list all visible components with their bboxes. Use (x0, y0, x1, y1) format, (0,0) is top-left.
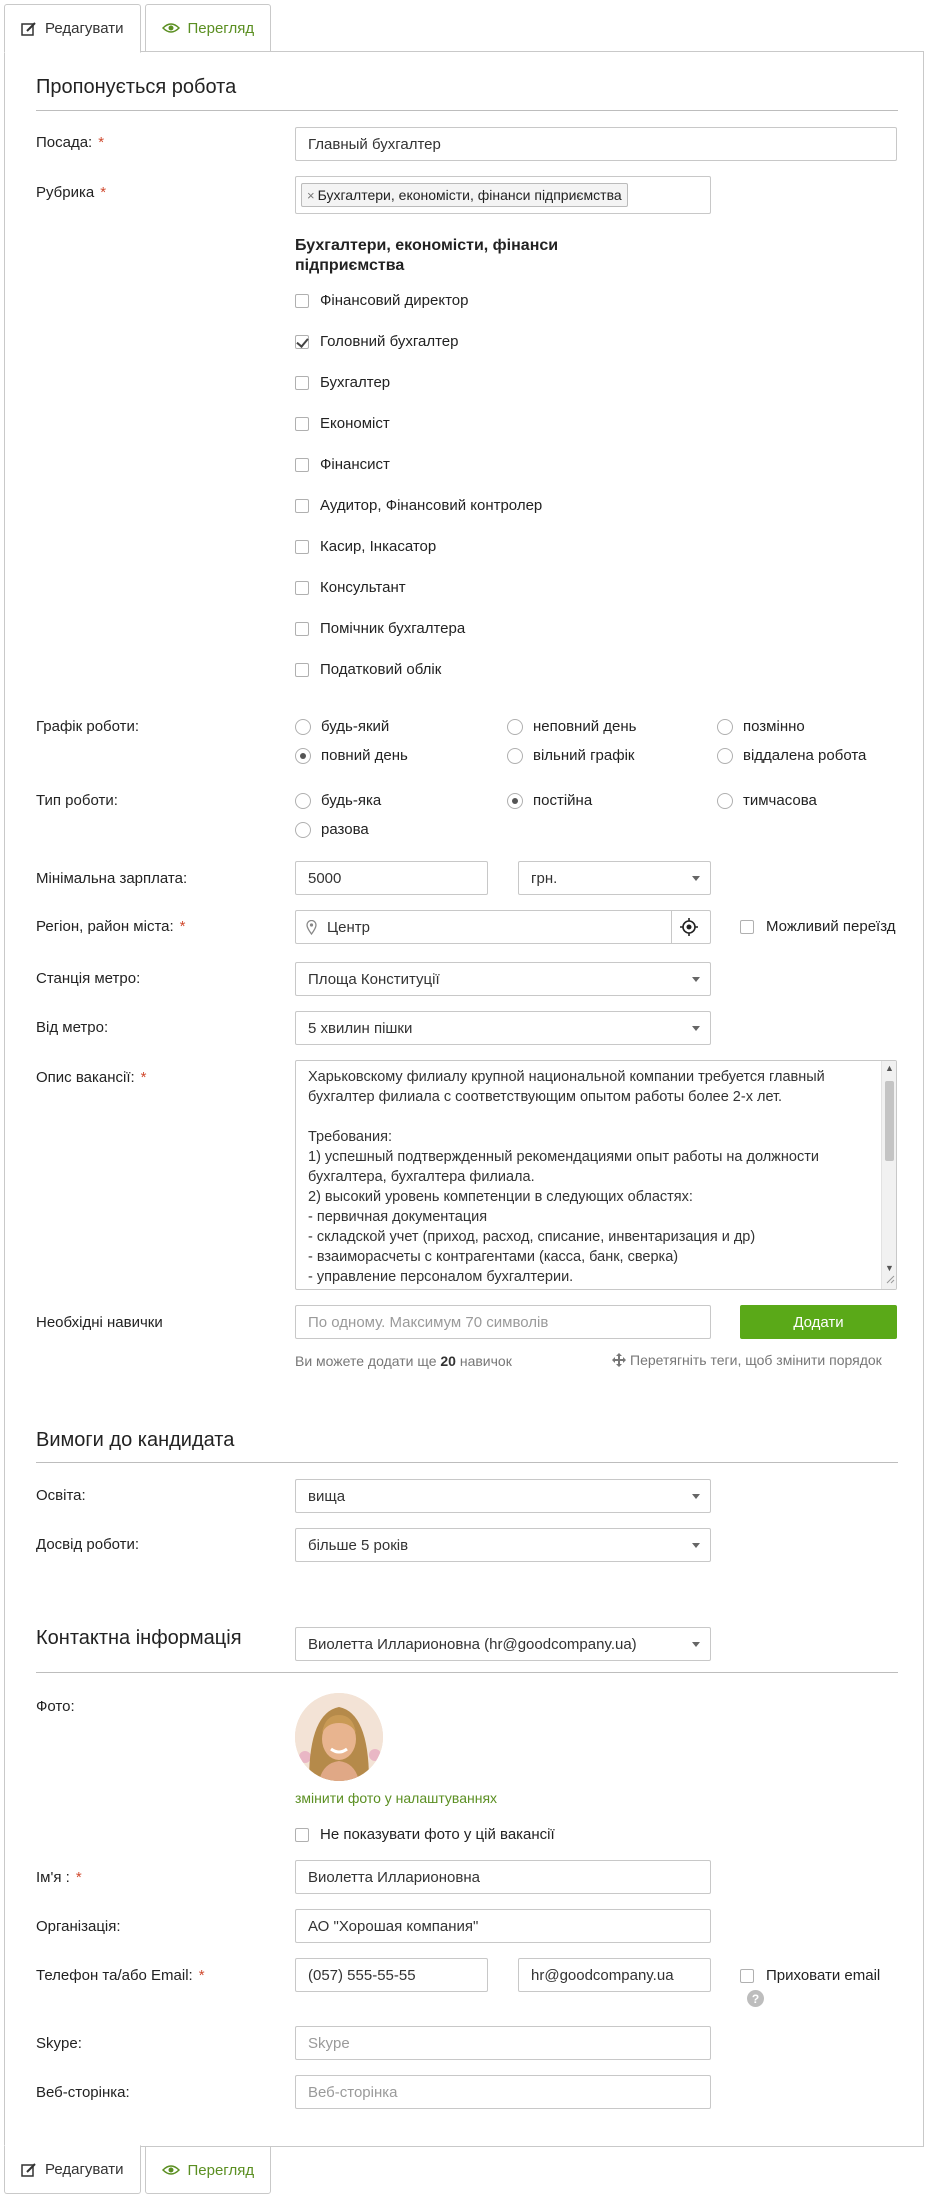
email-input[interactable]: hr@goodcompany.ua (518, 1958, 711, 1992)
metro-select[interactable]: Площа Конституції (295, 962, 711, 996)
section-title-contact: Контактна інформація (36, 1627, 242, 1649)
category-item[interactable]: Помічник бухгалтера (295, 620, 465, 637)
scrollbar[interactable] (881, 1061, 896, 1289)
rubric-input[interactable] (295, 176, 711, 214)
section-title-requirements: Вимоги до кандидата (36, 1429, 235, 1451)
scrollbar-thumb[interactable] (885, 1081, 894, 1161)
skype-label: Skype: (36, 2035, 82, 2052)
work-type-option[interactable]: разова (295, 821, 369, 838)
radio[interactable] (507, 719, 523, 735)
skype-input[interactable]: Skype (295, 2026, 711, 2060)
checkbox[interactable] (295, 417, 309, 431)
category-item[interactable]: Головний бухгалтер (295, 333, 458, 350)
hide-photo-checkbox[interactable]: Не показувати фото у цій вакансії (295, 1826, 555, 1843)
checkbox[interactable] (295, 294, 309, 308)
work-type-option-selected[interactable]: постійна (507, 792, 592, 809)
map-pin-icon (306, 920, 317, 935)
tab-edit[interactable] (4, 2145, 141, 2194)
checkbox[interactable] (295, 376, 309, 390)
phone-email-label: Телефон та/або Email: * (36, 1967, 205, 1984)
chevron-down-icon (692, 876, 700, 881)
checkbox[interactable] (295, 581, 309, 595)
radio-selected[interactable] (295, 748, 311, 764)
checkbox[interactable] (740, 920, 754, 934)
schedule-option[interactable]: віддалена робота (717, 747, 866, 764)
radio[interactable] (295, 719, 311, 735)
tab-edit-label: Редагувати (45, 2161, 124, 2178)
chevron-down-icon (692, 977, 700, 982)
metro-distance-label: Від метро: (36, 1019, 109, 1036)
tab-bar-top (4, 4, 275, 52)
tab-edit-label: Редагувати (45, 20, 124, 37)
category-item[interactable]: Консультант (295, 579, 406, 596)
eye-icon (162, 2164, 180, 2176)
locate-icon[interactable] (680, 918, 698, 940)
checkbox[interactable] (740, 1969, 754, 1983)
skills-input[interactable]: По одному. Максимум 70 символів (295, 1305, 711, 1339)
scroll-up-icon[interactable]: ▲ (885, 1063, 894, 1073)
website-label: Веб-сторінка: (36, 2084, 130, 2101)
name-input[interactable]: Виолетта Илларионовна (295, 1860, 711, 1894)
radio-selected[interactable] (507, 793, 523, 809)
resize-handle-icon[interactable] (885, 1271, 895, 1288)
description-label: Опис вакансії: * (36, 1069, 147, 1086)
divider (36, 1672, 898, 1673)
region-label: Регіон, район міста: * (36, 918, 186, 935)
education-select[interactable]: вища (295, 1479, 711, 1513)
radio[interactable] (507, 748, 523, 764)
divider (36, 1462, 898, 1463)
radio[interactable] (295, 793, 311, 809)
edit-icon (21, 2162, 37, 2178)
hide-email-checkbox[interactable]: Приховати email (740, 1967, 880, 1984)
website-input[interactable]: Веб-сторінка (295, 2075, 711, 2109)
name-label: Ім'я : * (36, 1869, 82, 1886)
organization-label: Організація: (36, 1918, 121, 1935)
tab-edit[interactable] (4, 4, 141, 53)
radio[interactable] (717, 748, 733, 764)
checkbox[interactable] (295, 499, 309, 513)
schedule-option[interactable]: позмінно (717, 718, 805, 735)
description-text: Харьковскому филиалу крупной национальной компании требуется главный бухгалтер филиала с соответствующим опытом работы более 2-х лет. Требования: 1) успешный подтвержденный рекомендациями опыт работы на должности бухгалтера, бухгалтера филиала. 2) высокий уровень компетенции в следующих областях: - первичная документация - складской учет (приход, расход, списание, инвентаризация и др) - взаиморасчеты с контрагентами (касса, банк, сверка) - управление персоналом бухгалтерии. (308, 1069, 825, 1285)
description-textarea[interactable] (295, 1060, 897, 1290)
add-skill-button[interactable]: Додати (740, 1305, 897, 1339)
checkbox[interactable] (295, 622, 309, 636)
skills-label: Необхідні навички (36, 1314, 163, 1331)
required-mark: * (140, 1069, 147, 1086)
rubric-label: Рубрика * (36, 184, 107, 201)
metro-label: Станція метро: (36, 970, 141, 987)
tab-view[interactable] (145, 4, 272, 52)
photo-label: Фото: (36, 1698, 75, 1715)
rubric-chip[interactable]: × Бухгалтери, економісти, фінанси підприємства (301, 183, 628, 207)
work-type-option[interactable]: будь-яка (295, 792, 381, 809)
schedule-option-selected[interactable]: повний день (295, 747, 408, 764)
tab-bar-bottom (4, 2146, 275, 2194)
radio[interactable] (717, 719, 733, 735)
education-label: Освіта: (36, 1487, 86, 1504)
category-item[interactable]: Фінансовий директор (295, 292, 468, 309)
checkbox[interactable] (295, 1828, 309, 1842)
checkbox[interactable] (295, 540, 309, 554)
divider (671, 911, 672, 943)
metro-distance-select[interactable]: 5 хвилин пішки (295, 1011, 711, 1045)
schedule-option[interactable]: неповний день (507, 718, 636, 735)
category-item[interactable]: Аудитор, Фінансовий контролер (295, 497, 542, 514)
radio[interactable] (295, 822, 311, 838)
move-icon (612, 1353, 626, 1367)
region-input[interactable]: Центр (295, 910, 711, 944)
work-type-option[interactable]: тимчасова (717, 792, 817, 809)
chevron-down-icon (692, 1026, 700, 1031)
position-input[interactable]: Главный бухгалтер (295, 127, 897, 161)
category-item[interactable]: Економіст (295, 415, 390, 432)
salary-label: Мінімальна зарплата: (36, 870, 188, 887)
chevron-down-icon (692, 1494, 700, 1499)
required-mark: * (75, 1869, 82, 1886)
experience-label: Досвід роботи: (36, 1536, 140, 1553)
category-item[interactable]: Фінансист (295, 456, 390, 473)
divider (36, 110, 898, 111)
avatar (295, 1693, 383, 1781)
section-title-job: Пропонується робота (36, 76, 237, 98)
schedule-option[interactable]: будь-який (295, 718, 389, 735)
checkbox[interactable] (295, 458, 309, 472)
chevron-down-icon (692, 1642, 700, 1647)
required-mark: * (179, 918, 186, 935)
relocation-checkbox[interactable]: Можливий переїзд (740, 918, 896, 935)
checkbox[interactable] (295, 663, 309, 677)
help-icon[interactable]: ? (747, 1990, 764, 2007)
eye-icon (162, 22, 180, 34)
organization-input[interactable]: АО "Хорошая компания" (295, 1909, 711, 1943)
contact-person-select[interactable]: Виолетта Илларионовна (hr@goodcompany.ua) (295, 1627, 711, 1661)
schedule-label: Графік роботи: (36, 718, 140, 735)
edit-icon (21, 21, 37, 37)
position-label: Посада: * (36, 134, 105, 151)
salary-input[interactable]: 5000 (295, 861, 488, 895)
remove-icon[interactable]: × (307, 187, 315, 203)
currency-select[interactable]: грн. (518, 861, 711, 895)
tab-view[interactable] (145, 2146, 272, 2194)
skills-counter-hint: Ви можете додати ще 20 навичок (295, 1353, 512, 1369)
category-item[interactable]: Бухгалтер (295, 374, 390, 391)
required-mark: * (198, 1967, 205, 1984)
work-type-label: Тип роботи: (36, 792, 118, 809)
required-mark: * (100, 184, 107, 201)
chevron-down-icon (692, 1543, 700, 1548)
drag-hint: Перетягніть теги, щоб змінити порядок (612, 1352, 882, 1368)
category-item[interactable]: Податковий облік (295, 661, 441, 678)
radio[interactable] (717, 793, 733, 809)
category-item[interactable]: Касир, Інкасатор (295, 538, 436, 555)
tab-view-label: Перегляд (187, 19, 255, 37)
tab-view-label: Перегляд (187, 2161, 255, 2179)
change-photo-link[interactable]: змінити фото у налаштуваннях (295, 1790, 498, 1806)
required-mark: * (98, 134, 105, 151)
category-title: Бухгалтери, економісти, фінанси підприємства (295, 237, 559, 274)
schedule-option[interactable]: вільний графік (507, 747, 634, 764)
checkbox-checked[interactable] (295, 335, 309, 349)
experience-select[interactable]: більше 5 років (295, 1528, 711, 1562)
phone-input[interactable]: (057) 555-55-55 (295, 1958, 488, 1992)
scroll-down-icon[interactable]: ▼ (885, 1263, 894, 1273)
